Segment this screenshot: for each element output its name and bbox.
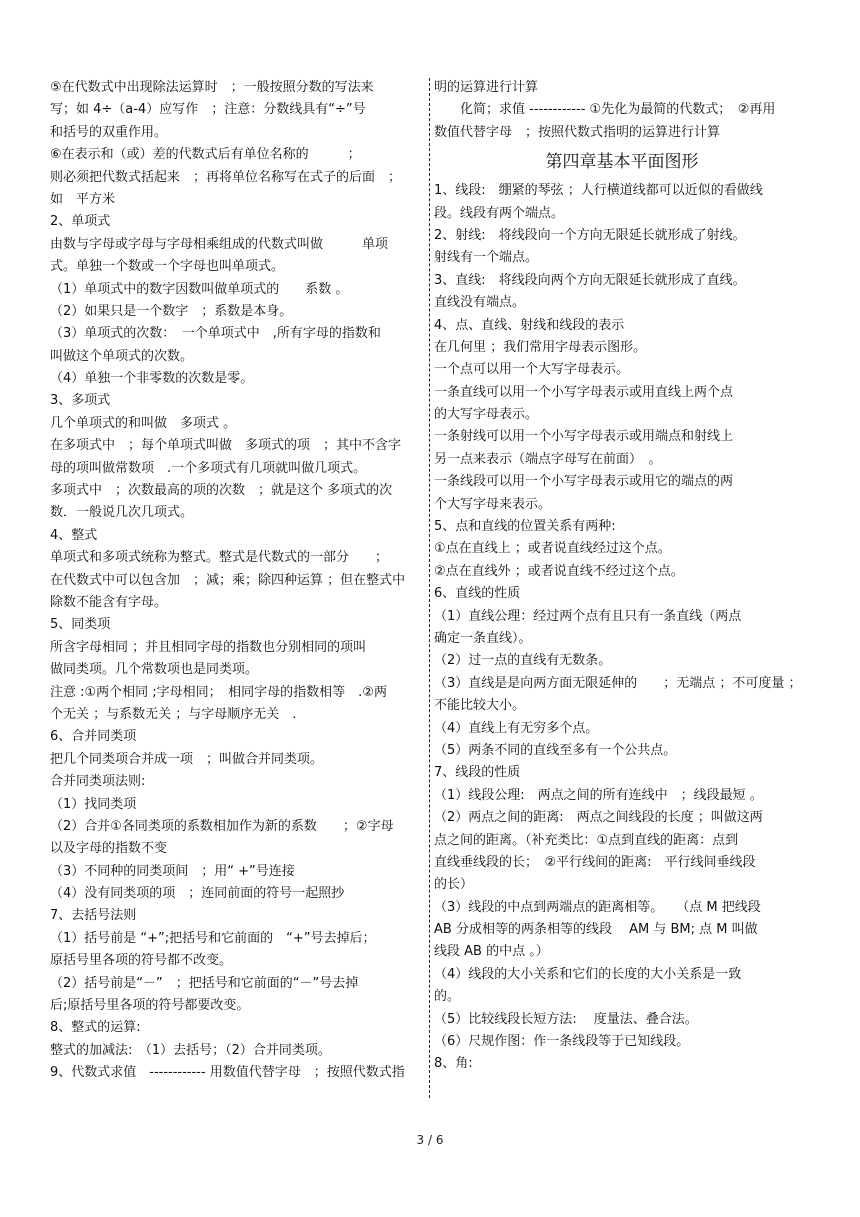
text-line: 一个点可以用一个大写字母表示。 (434, 362, 630, 378)
text-line: （2）如果只是一个数字 ；系数是本身。 (50, 303, 293, 319)
text-line: 的大写字母表示。 (434, 407, 539, 423)
text-line: 母的项叫做常数项 .一个多项式有几项就叫做几项式。 (50, 460, 367, 476)
text-line: ②点在直线外 ；或者说直线不经过这个点。 (434, 563, 684, 579)
text-line: ①点在直线上 ；或者说直线经过这个点。 (434, 541, 671, 557)
text-line: 4、点、直线、射线和线段的表示 (434, 317, 625, 333)
text-line: 多项式中 ；次数最高的项的次数 ；就是这个 多项式的次 (50, 483, 393, 499)
text-line: （5）两条不同的直线至多有一个公共点。 (434, 742, 677, 758)
text-line: 射线有一个端点。 (434, 250, 539, 266)
text-line: 原括号里各项的符号都不改变。 (50, 953, 233, 969)
text-line: 几个单项式的和叫做 多项式 。 (50, 415, 237, 431)
text-line: （4）单独一个非零数的次数是零。 (50, 371, 254, 387)
text-line: （3）单项式的次数： 一个单项式中 ,所有字母的指数和 (50, 326, 381, 342)
text-line: 不能比较大小。 (434, 698, 526, 714)
text-line: 6、直线的性质 (434, 586, 521, 602)
text-line: 8、整式的运算: (50, 1020, 141, 1036)
text-line: 数．一般说几次几项式。 (50, 505, 194, 521)
text-line: 由数与字母或字母与字母相乘组成的代数式叫做 单项 (50, 236, 389, 252)
text-line: 一条射线可以用一个小写字母表示或用端点和射线上 (434, 429, 734, 445)
text-line: 8、角: (434, 1056, 473, 1072)
text-line: 7、线段的性质 (434, 765, 521, 781)
text-line: 7、去括号法则 (50, 908, 137, 924)
text-line: 2、单项式 (50, 214, 111, 230)
page-number: 3 / 6 (416, 1133, 444, 1147)
text-line: 后;原括号里各项的符号都要改变。 (50, 998, 250, 1014)
text-line: 写；如 4÷（a-4）应写作 ；注意：分数线具有“÷”号 (50, 102, 366, 118)
text-line: （3）直线是是向两方面无限延伸的 ；无端点 ；不可度量 ； (434, 675, 802, 691)
text-line: （1）括号前是 “+”;把括号和它前面的 “+”号去掉后； (50, 930, 376, 946)
text-line: ⑥在表示和（或）差的代数式后有单位名称的 ； (50, 147, 361, 163)
text-line: （2）两点之间的距离: 两点之间线段的长度 ；叫做这两 (434, 810, 763, 826)
column-divider (429, 78, 430, 1098)
text-line: 所含字母相同 ；并且相同字母的指数也分别相同的项叫 (50, 639, 367, 655)
right-column (434, 77, 810, 1076)
text-line: 直线没有端点。 (434, 295, 526, 311)
text-line: 式。单独一个数或一个字母也叫单项式。 (50, 259, 285, 275)
text-line: 叫做这个单项式的次数。 (50, 348, 194, 364)
text-line: 5、点和直线的位置关系有两种: (434, 519, 616, 535)
right-bottom-text (434, 180, 810, 1076)
text-line: 9、代数式求值 ------------ 用数值代替字母 ；按照代数式指 (50, 1065, 405, 1081)
text-line: 在多项式中 ；每个单项式叫做 多项式的项 ；其中不含字 (50, 438, 402, 454)
text-line: 数值代替字母 ；按照代数式指明的运算进行计算 (434, 124, 721, 140)
text-line: 确定一条直线）。 (434, 630, 532, 646)
text-line: 以及字母的指数不变 (50, 841, 168, 857)
text-line: （4）直线上有无穷多个点。 (434, 720, 599, 736)
text-line: （3）不同种的同类项间 ；用“ +”号连接 (50, 863, 295, 879)
right-top-text (434, 77, 810, 144)
text-line: （4）线段的大小关系和它们的长度的大小关系是一致 (434, 966, 742, 982)
text-line: 线段 AB 的中点 。） (434, 944, 549, 960)
left-column (50, 77, 426, 1085)
text-line: 注意 :①两个相同 ;字母相同； 相同字母的指数相等 .②两 (50, 684, 387, 700)
text-line: 化简；求值 ------------ ①先化为最简的代数式； ②再用 (434, 102, 776, 118)
text-line: 个大写字母来表示。 (434, 496, 552, 512)
text-line: 1、线段: 绷紧的琴弦 ；人行横道线都可以近似的看做线 (434, 183, 763, 199)
text-line: 一条直线可以用一个小写字母表示或用直线上两个点 (434, 384, 734, 400)
text-line: 和括号的双重作用。 (50, 124, 168, 140)
text-line: 个无关 ；与系数无关 ；与字母顺序无关 . (50, 706, 297, 722)
text-line: 整式的加减法: （1）去括号；（2）合并同类项。 (50, 1042, 331, 1058)
text-line: 点之间的距离。（补充类比：①点到直线的距离：点到 (434, 832, 739, 848)
text-line: 另一点来表示（端点字母写在前面） 。 (434, 451, 662, 467)
text-line: （1）单项式中的数字因数叫做单项式的 系数 。 (50, 281, 349, 297)
text-line: 明的运算进行计算 (434, 80, 539, 95)
text-line: 在代数式中可以包含加 ；减；乘；除四种运算 ；但在整式中 (50, 572, 406, 588)
text-line: 除数不能含有字母。 (50, 594, 168, 610)
text-line: （4）没有同类项的项 ；连同前面的符号一起照抄 (50, 886, 345, 902)
text-line: 把几个同类项合并成一项 ；叫做合并同类项。 (50, 751, 324, 767)
chapter-title: 第四章基本平面图形 (545, 152, 699, 173)
text-line: 6、合并同类项 (50, 729, 137, 745)
text-line: 2、射线: 将线段向一个方向无限延长就形成了射线。 (434, 227, 746, 243)
text-line: （1）线段公理: 两点之间的所有连线中 ；线段最短 。 (434, 787, 763, 803)
text-line: 单项式和多项式统称为整式。整式是代数式的一部分 ； (50, 550, 389, 566)
text-line: （1）找同类项 (50, 796, 137, 812)
text-line: AB 分成相等的两条相等的线段 AM 与 BM; 点 M 叫做 (434, 922, 758, 938)
text-line: （2）过一点的直线有无数条。 (434, 653, 612, 669)
text-line: （1）直线公理：经过两个点有且只有一条直线（两点 (434, 608, 742, 624)
text-line: 5、同类项 (50, 617, 111, 633)
text-line: （5）比较线段长短方法: 度量法、叠合法。 (434, 1011, 698, 1027)
text-line: （3）线段的中点到两端点的距离相等。 （点 M 把线段 (434, 899, 761, 915)
text-line: （2）括号前是“－” ；把括号和它前面的“－”号去掉 (50, 975, 359, 991)
text-line: 一条线段可以用一个小写字母表示或用它的端点的两 (434, 474, 734, 490)
text-line: 的长） (434, 877, 474, 893)
text-line: 3、多项式 (50, 393, 111, 409)
text-line: 段。线段有两个端点。 (434, 205, 565, 221)
text-line: ⑤在代数式中出现除法运算时 ；一般按照分数的写法来 (50, 80, 374, 95)
text-line: 3、直线: 将线段向两个方向无限延长就形成了直线。 (434, 272, 746, 288)
text-line: 在几何里 ；我们常用字母表示图形。 (434, 339, 647, 355)
text-line: （2）合并①各同类项的系数相加作为新的系数 ；②字母 (50, 818, 394, 834)
text-line: 如 平方米 (50, 191, 116, 207)
text-line: 直线垂线段的长； ②平行线间的距离: 平行线间垂线段 (434, 854, 756, 870)
text-line: 则必须把代数式括起来 ；再将单位名称写在式子的后面 ； (50, 169, 402, 185)
text-line: （6）尺规作图：作一条线段等于已知线段。 (434, 1034, 690, 1050)
text-line: 做同类项。几个常数项也是同类项。 (50, 662, 259, 678)
text-line: 合并同类项法则: (50, 774, 146, 790)
text-line: 4、整式 (50, 527, 98, 543)
text-line: 的。 (434, 989, 461, 1005)
